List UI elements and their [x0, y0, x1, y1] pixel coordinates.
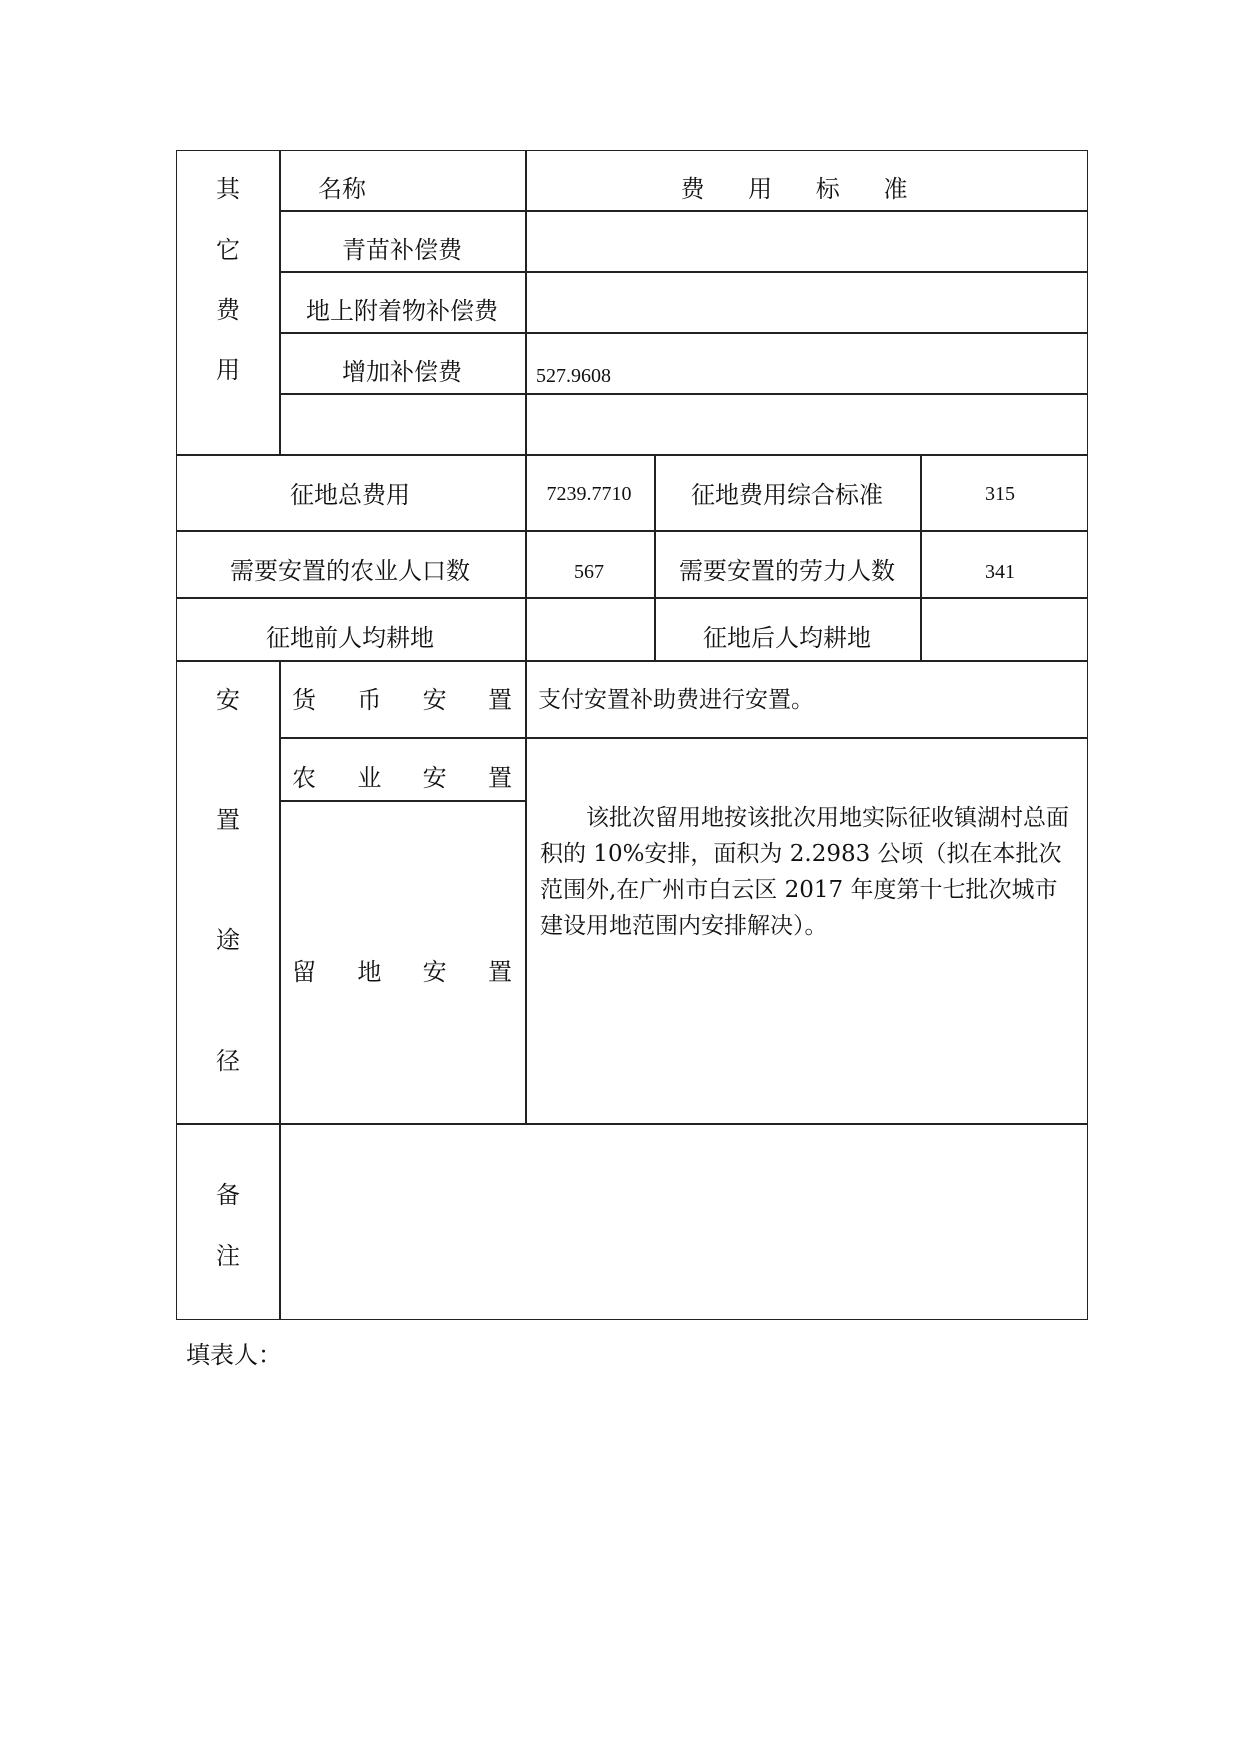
vrule-other-left: [279, 150, 281, 455]
resettlement-label-char-2: 置: [216, 806, 240, 834]
rule-section-3: [176, 597, 1088, 599]
reserved-land-resettlement-label: 留 地 安 置: [292, 958, 512, 986]
filler-label: 填表人：: [186, 1341, 282, 1369]
comprehensive-standard-label: 征地费用综合标准: [691, 481, 883, 509]
rule-section-2: [176, 530, 1088, 532]
after-per-capita-label: 征地后人均耕地: [703, 624, 871, 652]
vrule-summary-1: [525, 454, 527, 661]
agri-population-label: 需要安置的农业人口数: [230, 557, 470, 585]
vrule-resettle-left: [279, 660, 281, 1124]
other-fees-label-char-4: 用: [216, 356, 240, 384]
resettlement-label-char-4: 径: [216, 1047, 240, 1075]
vrule-other-mid: [525, 150, 527, 455]
header-name: 名称: [318, 175, 366, 203]
other-fees-label-char-2: 它: [216, 236, 240, 264]
rule-other-4: [280, 393, 1088, 395]
vrule-resettle-mid: [525, 660, 527, 1124]
resettlement-label-char-3: 途: [216, 926, 240, 954]
other-fees-label-char-1: 其: [216, 175, 240, 203]
agri-population-value: 567: [574, 561, 604, 583]
before-per-capita-label: 征地前人均耕地: [266, 624, 434, 652]
total-fee-label: 征地总费用: [290, 481, 410, 509]
row-name-attachments: 地上附着物补偿费: [306, 297, 498, 325]
labor-label: 需要安置的劳力人数: [679, 557, 895, 585]
monetary-resettlement-label: 货 币 安 置: [292, 686, 512, 714]
labor-value: 341: [985, 561, 1015, 583]
agricultural-resettlement-label: 农 业 安 置: [292, 764, 512, 792]
reserved-land-resettlement-value: 该批次留用地按该批次用地实际征收镇湖村总面积的 10%安排，面积为 2.2983 公顷（拟在本批次范围外,在广州市白云区 2017 年度第十七批次城市建设用地范围内安排解决）。: [540, 805, 1069, 939]
remarks-label-char-1: 备: [216, 1181, 240, 1209]
vrule-summary-2: [654, 454, 656, 661]
rule-other-1: [280, 210, 1088, 212]
remarks-label-char-2: 注: [216, 1242, 240, 1270]
rule-resettle-1: [280, 737, 1088, 739]
row-value-additional: 527.9608: [536, 365, 611, 387]
row-name-seedling: 青苗补偿费: [342, 236, 462, 264]
rule-section-5: [176, 1123, 1088, 1125]
comprehensive-standard-value: 315: [985, 483, 1015, 505]
rule-other-3: [280, 332, 1088, 334]
resettlement-label-char-1: 安: [216, 686, 240, 714]
rule-section-1: [176, 454, 1088, 456]
vrule-remarks: [279, 1123, 281, 1320]
header-fee-standard: 费 用 标 准: [680, 175, 926, 203]
total-fee-value: 7239.7710: [546, 483, 632, 505]
rule-section-4: [176, 660, 1088, 662]
vrule-summary-3: [920, 454, 922, 661]
rule-other-2: [280, 271, 1088, 273]
row-name-additional: 增加补偿费: [342, 358, 462, 386]
other-fees-label-char-3: 费: [216, 296, 240, 324]
rule-resettle-2: [280, 800, 526, 802]
monetary-resettlement-value: 支付安置补助费进行安置。: [538, 687, 814, 713]
